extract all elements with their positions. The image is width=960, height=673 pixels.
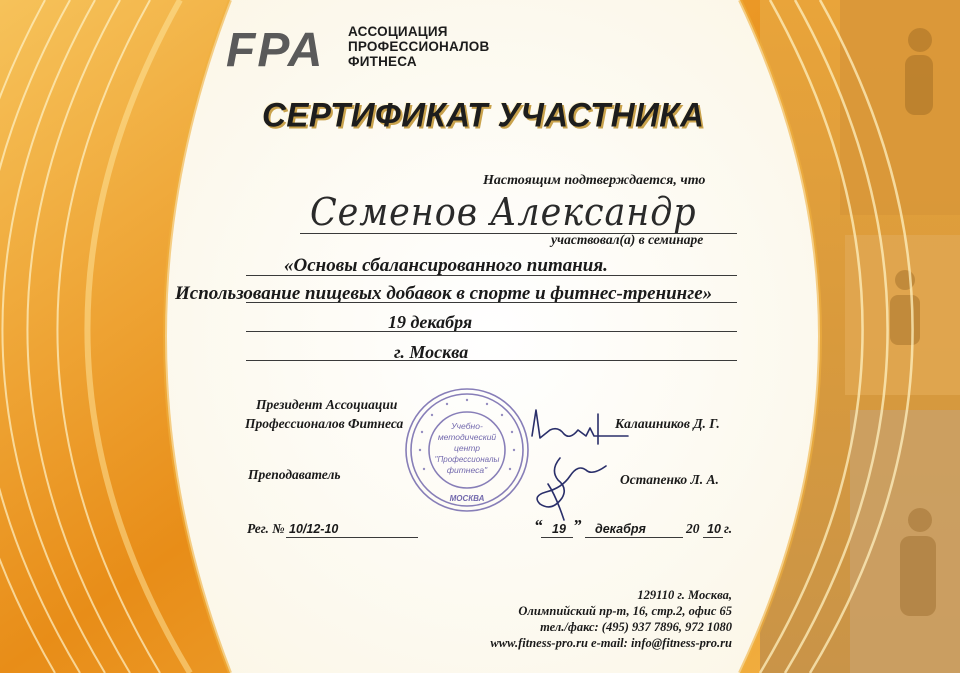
- city-underline: [246, 360, 737, 361]
- stamp-line-3: центр: [454, 443, 480, 453]
- president-title-line-1: Президент Ассоциации: [256, 397, 398, 412]
- president-title-line-2: Профессионалов Фитнеса: [245, 416, 404, 431]
- seminar-underline-2: [246, 302, 737, 303]
- seminar-date: 19 декабря: [388, 312, 473, 332]
- seminar-underline-1: [246, 275, 737, 276]
- year-prefix: 20: [686, 521, 700, 536]
- certificate-title: СЕРТИФИКАТ УЧАСТНИКА: [262, 95, 705, 134]
- confirm-text: Настоящим подтверждается, что: [483, 173, 706, 188]
- signatures-icon: [520, 400, 630, 530]
- stamp-line-2: методический: [437, 432, 497, 442]
- address-line-1: 129110 г. Москва,: [637, 588, 732, 602]
- participant-name: Семенов Александр: [310, 190, 697, 234]
- month-underline: [585, 537, 683, 538]
- logo-line-3: ФИТНЕСА: [348, 54, 417, 69]
- day-underline: [541, 537, 573, 538]
- seminar-title-line-2: Использование пищевых добавок в спорте и фитнес-тренинге»: [175, 283, 713, 304]
- address-phone: тел./факс: (495) 937 7896, 972 1080: [540, 620, 732, 634]
- year-unit: г.: [724, 521, 733, 536]
- stamp-line-4: "Профессионалы: [434, 455, 500, 464]
- president-name: Калашников Д. Г.: [615, 416, 720, 431]
- date-underline: [246, 331, 737, 332]
- year-suffix: 10: [707, 522, 721, 536]
- stamp-bottom: МОСКВА: [449, 494, 485, 503]
- year-underline: [703, 537, 723, 538]
- date-quote-close: ”: [573, 516, 582, 535]
- stamp-line-1: Учебно-: [451, 421, 483, 431]
- teacher-name: Остапенко Л. А.: [620, 472, 719, 487]
- logo-text: [348, 24, 489, 69]
- registration-underline: [286, 537, 418, 538]
- stamp-line-5: фитнеса": [446, 465, 488, 475]
- registration-label: Рег. №: [247, 521, 285, 536]
- seminar-city: г. Москва: [394, 342, 469, 362]
- fpa-logo-mark: FPA: [226, 26, 325, 70]
- certificate-month: декабря: [595, 522, 646, 536]
- address-line-2: Олимпийский пр-т, 16, стр.2, офис 65: [518, 604, 732, 618]
- seminar-title-line-1: «Основы сбалансированного питания.: [284, 255, 608, 276]
- date-quote-open: “: [534, 516, 543, 535]
- registration-number: 10/12-10: [289, 522, 339, 536]
- certificate-day: 19: [552, 522, 566, 536]
- logo-line-1: АССОЦИАЦИЯ: [348, 24, 448, 39]
- fpa-logo-icon: [224, 26, 342, 70]
- organization-stamp-icon: [402, 385, 532, 515]
- participated-text: участвовал(а) в семинаре: [551, 232, 704, 247]
- teacher-label: Преподаватель: [248, 467, 341, 482]
- logo-line-2: ПРОФЕССИОНАЛОВ: [348, 39, 490, 54]
- address-web-email: www.fitness-pro.ru e-mail: info@fitness-pro.ru: [490, 636, 732, 650]
